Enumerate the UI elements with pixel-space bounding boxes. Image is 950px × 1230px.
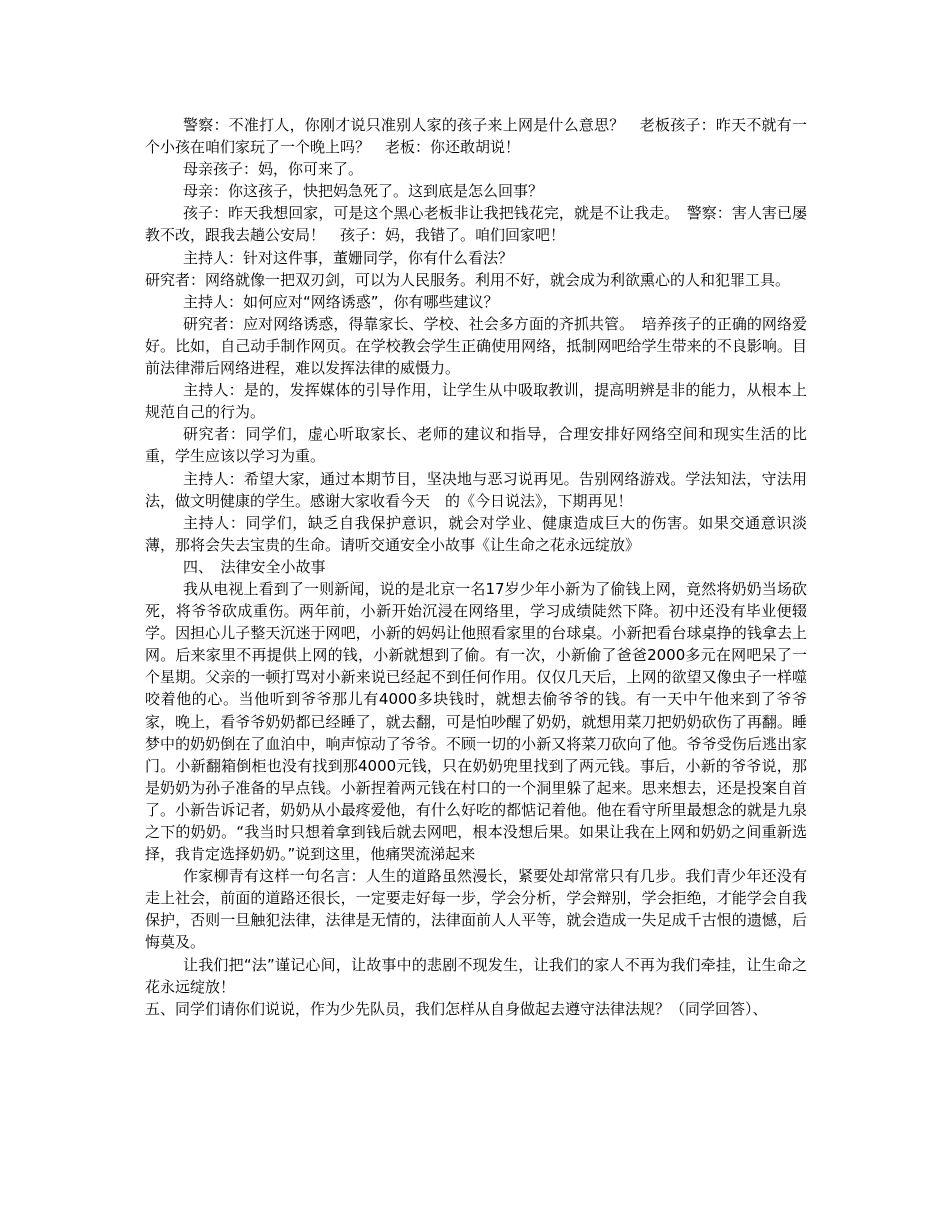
paragraph-host-reply: 主持人：是的，发挥媒体的引导作用，让学生从中吸取教训，提高明辨是非的能力，从根本上规范自己的行为。 — [145, 381, 807, 422]
section-heading-4: 四、 法律安全小故事 — [183, 557, 326, 576]
paragraph-police-dialogue: 警察：不准打人，你刚才说只准别人家的孩子来上网是什么意思？ 老板孩子：昨天不就有一个小孩在咱们家玩了一个晚上吗？ 老板：你还敢胡说！ — [145, 116, 807, 157]
document-body — [145, 114, 807, 1020]
paragraph-mother-question: 母亲：你这孩子，快把妈急死了。这到底是怎么回事？ — [183, 182, 544, 201]
paragraph-host-question-1: 主持人：针对这件事，董姗同学，你有什么看法？ — [183, 248, 514, 267]
paragraph-researcher-answer-2: 研究者：应对网络诱惑，得靠家长、学校、社会多方面的齐抓共管。 培养孩子的正确的网络爱好。比如，自己动手制作网页。在学校教会学生正确使用网络，抵制网吧给学生带来的不良影响。目前法律滞后网络进程，难以发挥法律的威慑力。 — [145, 314, 807, 378]
paragraph-call-to-action: 让我们把“法”谨记心间，让故事中的悲剧不现发生，让我们的家人不再为我们牵挂，让生命之花永远绽放！ — [145, 955, 807, 996]
paragraph-child-greeting: 母亲孩子：妈，你可来了。 — [183, 160, 364, 179]
paragraph-host-question-2: 主持人：如何应对“网络诱惑”，你有哪些建议？ — [183, 292, 499, 311]
paragraph-story: 我从电视上看到了一则新闻，说的是北京一名17岁少年小新为了偷钱上网，竟然将奶奶当场砍死，将爷爷砍成重伤。两年前，小新开始沉浸在网络里，学习成绩陡然下降。初中还没有毕业便辍学。因担心儿子整天沉迷于网吧，小新的妈妈让他照看家里的台球桌。小新把看台球桌挣的钱拿去上网。后来家里不再提供上网的钱，小新就想到了偷。有一次，小新偷了爸爸2000多元在网吧呆了一个星期。父亲的一顿打骂对小新来说已经起不到任何作用。仅仅几天后，上网的欲望又像虫子一样噬咬着他的心。当他听到爷爷那儿有4000多块钱时，就想去偷爷爷的钱。有一天中午他来到了爷爷家，晚上，看爷爷奶奶都已经睡了，就去翻，可是怕吵醒了奶奶，就想用菜刀把奶奶砍伤了再翻。睡梦中的奶奶倒在了血泊中，响声惊动了爷爷。不顾一切的小新又将菜刀砍向了他。爷爷受伤后逃出家门。小新翻箱倒柜也没有找到那4000元钱，只在奶奶兜里找到了两元钱。事后，小新的爷爷说，那是奶奶为孙子准备的早点钱。小新捏着两元钱在村口的一个洞里躲了起来。思来想去，还是投案自首了。小新告诉记者，奶奶从小最疼爱他，有什么好吃的都惦记着他。他在看守所里最想念的就是九泉之下的奶奶。“我当时只想着拿到钱后就去网吧，根本没想后果。如果让我在上网和奶奶之间重新选择，我肯定选择奶奶。”说到这里，他痛哭流涕起来 — [145, 579, 807, 864]
paragraph-quote: 作家柳青有这样一句名言：人生的道路虽然漫长，紧要处却常常只有几步。我们青少年还没有走上社会，前面的道路还很长，一定要走好每一步，学会分析，学会辩别，学会拒绝，才能学会自我保护，否则一旦触犯法律，法律是无情的，法律面前人人平等，就会造成一失足成千古恨的遗憾，后悔莫及。 — [145, 867, 807, 952]
paragraph-researcher-answer-1: 研究者：网络就像一把双刃剑，可以为人民服务。利用不好，就会成为利欲熏心的人和犯罪工具。 — [145, 270, 791, 289]
paragraph-host-intro-story: 主持人：同学们，缺乏自我保护意识，就会对学业、健康造成巨大的伤害。如果交通意识淡薄，那将会失去宝贵的生命。请听交通安全小故事《让生命之花永远绽放》 — [145, 513, 807, 554]
section-heading-5: 五、同学们请你们说说，作为少先队员，我们怎样从自身做起去遵守法律法规？（同学回答）、 — [145, 999, 768, 1018]
paragraph-researcher-advice: 研究者：同学们，虚心听取家长、老师的建议和指导，合理安排好网络空间和现实生活的比重，学生应该以学习为重。 — [145, 425, 807, 466]
paragraph-host-closing: 主持人：希望大家，通过本期节目，坚决地与恶习说再见。告别网络游戏。学法知法，守法用法，做文明健康的学生。感谢大家收看今天 的《今日说法》，下期再见！ — [145, 469, 807, 510]
paragraph-child-explanation: 孩子：昨天我想回家，可是这个黑心老板非让我把钱花完，就是不让我走。 警察：害人害已屡教不改，跟我去趟公安局！ 孩子：妈，我错了。咱们回家吧！ — [145, 204, 807, 245]
